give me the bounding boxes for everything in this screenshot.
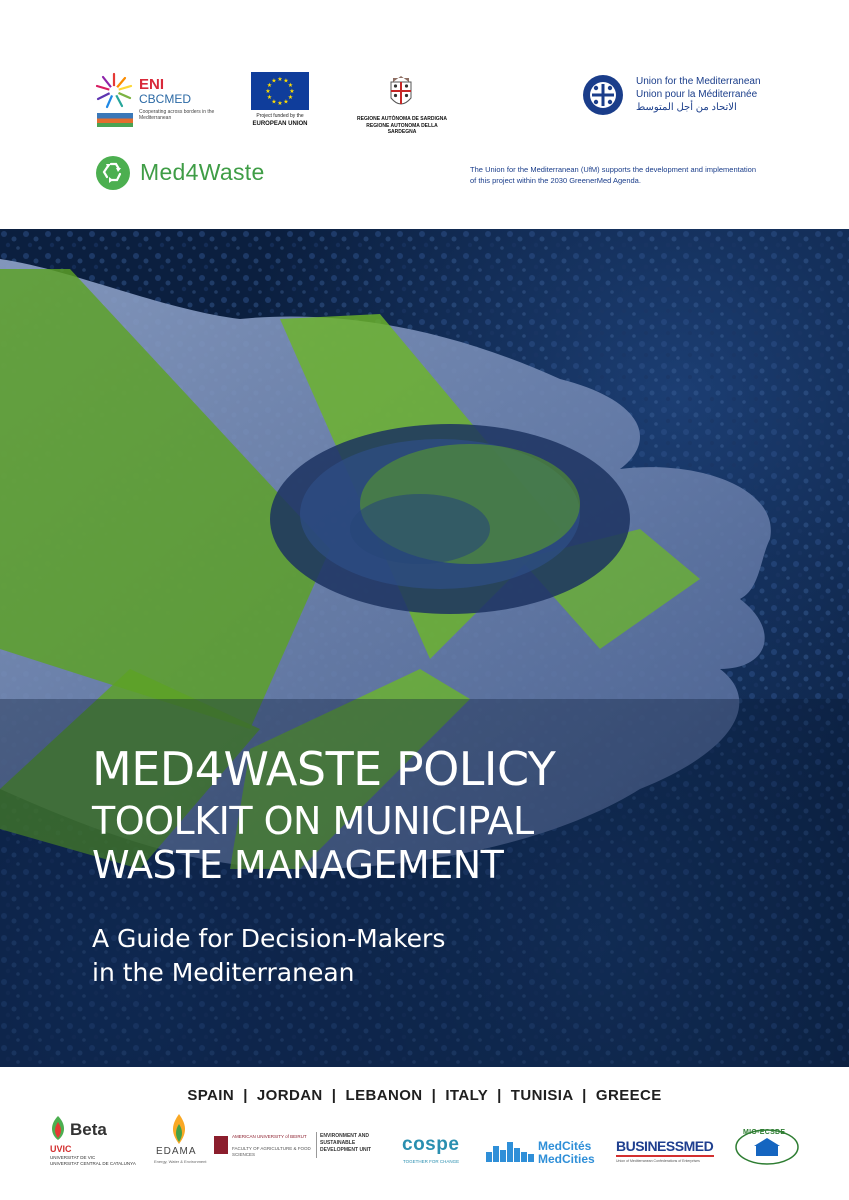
businessmed-tagline: Union of Mediterranean Confederations of Enterprises [616,1159,700,1163]
eni-label: ENI [139,76,165,93]
eu-logo [251,72,311,134]
aub-unit: ENVIRONMENT AND SUSTAINABLE DEVELOPMENT UNIT [320,1133,372,1153]
recycle-icon [96,156,130,190]
medcities-logo [486,1138,602,1168]
medcities-skyline-icon [486,1142,536,1162]
svg-text:★: ★ [277,100,283,107]
eni-wave-graphic [97,113,133,127]
cover-subtitle-line-1: A Guide for Decision-Makers [92,924,446,953]
svg-text:★: ★ [289,88,295,95]
eu-caption-funded: Project funded by the [256,113,304,119]
svg-text:★: ★ [271,98,277,106]
cover-title-line-3: WASTE MANAGEMENT [92,843,504,887]
sardegna-logo [352,72,452,134]
uvic-line-1: UNIVERSITAT DE VIC [50,1155,96,1160]
beta-leaf-icon [48,1116,68,1140]
sardegna-crest-icon [388,72,414,110]
ufm-emblem-icon [582,74,624,116]
svg-text:★: ★ [287,94,294,101]
ufm-name-ar: الاتحاد من أجل المتوسط [636,102,737,113]
cospe-name: cospe [402,1134,460,1155]
mio-ecsde-logo [734,1128,800,1166]
cbcmed-label: CBCMED [139,92,192,106]
svg-text:★: ★ [265,88,271,95]
beta-name: Beta [70,1120,107,1139]
ufm-support-note: The Union for the Mediterranean (UfM) supports the development and implementation of this project within the 2030 GreenerMed Agenda. [470,165,756,185]
svg-text:★: ★ [287,82,294,89]
ufm-name-fr: Union pour la Méditerranée [636,89,758,100]
businessmed-name: BUSINESSMED [616,1138,714,1154]
aub-crest-icon [214,1136,228,1154]
partner-countries: SPAIN | JORDAN | LEBANON | ITALY | TUNISIA | GREECE [187,1087,662,1104]
svg-text:★: ★ [266,82,273,89]
aub-divider [316,1132,317,1158]
eni-burst-icon [95,72,133,110]
sardegna-caption-sard: REGIONE AUTÒNOMA DE SARDIGNA [357,116,447,122]
mio-ecsde-name: MIO-ECSDE [743,1129,786,1136]
edama-tagline: Energy, Water & Environment [154,1159,207,1164]
eni-tagline: Cooperating across borders in the Mediterranean [139,109,215,121]
svg-text:★: ★ [277,76,283,83]
businessmed-logo [616,1138,716,1168]
aub-logo [214,1132,374,1172]
cover-subtitle-line-2: in the Mediterranean [92,958,355,987]
edama-flame-icon [168,1114,190,1144]
project-name: Med4Waste [140,159,265,185]
svg-text:★: ★ [283,77,289,85]
businessmed-underline [616,1155,714,1157]
partner-logos [0,1112,849,1182]
eu-flag-icon [251,72,309,110]
svg-text:★: ★ [283,98,289,106]
eu-caption-name: EUROPEAN UNION [252,121,308,127]
aub-name: AMERICAN UNIVERSITY of BEIRUT [232,1134,307,1139]
uvic-line-2: UNIVERSITAT CENTRAL DE CATALUNYA [50,1161,136,1166]
ufm-name-en: Union for the Mediterranean [636,76,761,87]
cover-image [0,229,849,1067]
medcities-name-fr: MedCités [538,1139,592,1153]
beta-uvic-logo [48,1112,138,1170]
cover-title-line-1: MED4WASTE POLICY [92,742,556,796]
cospe-logo [400,1134,470,1170]
svg-text:★: ★ [266,94,273,101]
edama-logo [156,1114,206,1172]
cover-title-line-2: TOOLKIT ON MUNICIPAL [92,799,534,843]
ufm-logo [582,74,762,118]
eni-cbcmed-logo [95,72,215,132]
med4waste-logo [96,155,296,191]
uvic-name: UVIC [50,1144,72,1154]
sardegna-caption-ita: REGIONE AUTONOMA DELLA SARDEGNA [366,123,438,135]
aub-faculty: FACULTY OF AGRICULTURE & FOOD SCIENCES [232,1146,311,1157]
medcities-name-en: MedCities [538,1152,595,1166]
cospe-tagline: TOGETHER FOR CHANGE [403,1159,460,1164]
svg-text:★: ★ [271,77,277,85]
edama-name: EDAMA [156,1146,197,1157]
